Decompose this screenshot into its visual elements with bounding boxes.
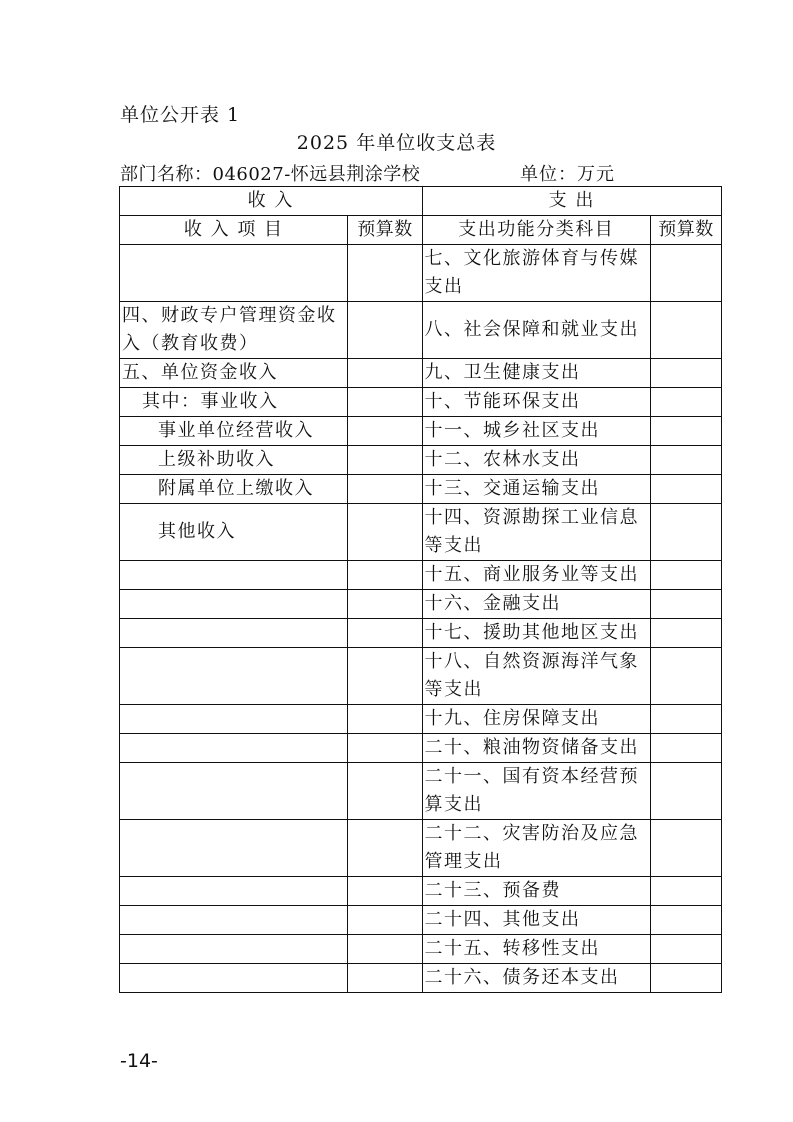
expenditure-item-cell: 十七、援助其他地区支出 [422, 619, 650, 648]
income-item-cell [120, 619, 348, 648]
expenditure-budget-cell [650, 446, 721, 475]
expenditure-item-cell: 二十、粮油物资储备支出 [422, 734, 650, 763]
expenditure-item-cell: 二十一、国有资本经营预算支出 [422, 763, 650, 820]
income-item-cell: 上级补助收入 [120, 446, 348, 475]
table-row [120, 705, 722, 734]
expenditure-item-cell: 二十五、转移性支出 [422, 935, 650, 964]
income-item-cell [120, 964, 348, 993]
expenditure-item-cell: 十一、城乡社区支出 [422, 417, 650, 446]
table-column-header-row [120, 216, 722, 245]
table-row [120, 964, 722, 993]
table-row [120, 504, 722, 561]
table-row [120, 475, 722, 504]
income-item-cell [120, 820, 348, 877]
income-item-cell: 其中：事业收入 [120, 388, 348, 417]
expenditure-budget-cell [650, 734, 721, 763]
income-item-cell [120, 935, 348, 964]
table-group-header-row [120, 187, 722, 216]
income-budget-cell [348, 475, 422, 504]
income-budget-cell [348, 964, 422, 993]
income-budget-cell [348, 705, 422, 734]
income-expenditure-table [119, 186, 722, 993]
expenditure-item-cell: 十、节能环保支出 [422, 388, 650, 417]
income-budget-cell [348, 734, 422, 763]
income-item-cell [120, 590, 348, 619]
income-item-cell: 四、财政专户管理资金收入（教育收费） [120, 302, 348, 359]
expenditure-item-cell: 十四、资源勘探工业信息等支出 [422, 504, 650, 561]
income-budget-cell [348, 561, 422, 590]
income-budget-cell [348, 590, 422, 619]
income-budget-cell [348, 820, 422, 877]
table-row [120, 561, 722, 590]
expenditure-item-cell: 十三、交通运输支出 [422, 475, 650, 504]
income-budget-cell [348, 446, 422, 475]
income-item-cell [120, 877, 348, 906]
table-row [120, 446, 722, 475]
unit-label: 单位：万元 [520, 164, 615, 185]
table-row [120, 619, 722, 648]
expenditure-budget-cell [650, 820, 721, 877]
income-budget-cell [348, 504, 422, 561]
expenditure-item-cell: 九、卫生健康支出 [422, 359, 650, 388]
document-title: 2025 年单位收支总表 [296, 132, 497, 154]
expenditure-budget-cell [650, 705, 721, 734]
expenditure-budget-cell [650, 388, 721, 417]
expenditure-budget-cell [650, 906, 721, 935]
expenditure-group-header: 支 出 [422, 187, 721, 216]
income-item-column-header: 收 入 项 目 [120, 216, 348, 245]
income-item-cell [120, 561, 348, 590]
expenditure-budget-cell [650, 648, 721, 705]
income-budget-cell [348, 906, 422, 935]
document-label: 单位公开表 1 [120, 104, 241, 126]
expenditure-budget-cell [650, 475, 721, 504]
expenditure-item-cell: 十五、商业服务业等支出 [422, 561, 650, 590]
expenditure-item-cell: 十九、住房保障支出 [422, 705, 650, 734]
expenditure-budget-cell [650, 964, 721, 993]
expenditure-budget-column-header: 预算数 [650, 216, 721, 245]
page-number: -14- [120, 1050, 158, 1072]
expenditure-item-cell: 七、文化旅游体育与传媒支出 [422, 245, 650, 302]
expenditure-budget-cell [650, 302, 721, 359]
income-item-cell: 其他收入 [120, 504, 348, 561]
income-budget-cell [348, 763, 422, 820]
expenditure-item-cell: 二十三、预备费 [422, 877, 650, 906]
table-row [120, 302, 722, 359]
income-item-cell [120, 648, 348, 705]
table-row [120, 417, 722, 446]
income-budget-column-header: 预算数 [348, 216, 422, 245]
table-row [120, 877, 722, 906]
income-item-cell [120, 906, 348, 935]
expenditure-item-column-header: 支出功能分类科目 [422, 216, 650, 245]
table-row [120, 935, 722, 964]
table-row [120, 734, 722, 763]
expenditure-item-cell: 十二、农林水支出 [422, 446, 650, 475]
expenditure-item-cell: 十六、金融支出 [422, 590, 650, 619]
expenditure-budget-cell [650, 359, 721, 388]
income-item-cell [120, 245, 348, 302]
table-row [120, 245, 722, 302]
table-row [120, 820, 722, 877]
income-item-cell [120, 734, 348, 763]
expenditure-item-cell: 八、社会保障和就业支出 [422, 302, 650, 359]
expenditure-budget-cell [650, 935, 721, 964]
income-budget-cell [348, 619, 422, 648]
department-name: 部门名称：046027-怀远县荆涂学校 [120, 164, 421, 185]
table-row [120, 388, 722, 417]
expenditure-budget-cell [650, 877, 721, 906]
table-row [120, 590, 722, 619]
income-group-header: 收 入 [120, 187, 423, 216]
table-body [120, 245, 722, 993]
income-budget-cell [348, 359, 422, 388]
income-budget-cell [348, 648, 422, 705]
expenditure-item-cell: 二十二、灾害防治及应急管理支出 [422, 820, 650, 877]
income-budget-cell [348, 302, 422, 359]
income-item-cell: 事业单位经营收入 [120, 417, 348, 446]
expenditure-budget-cell [650, 504, 721, 561]
expenditure-item-cell: 十八、自然资源海洋气象等支出 [422, 648, 650, 705]
income-budget-cell [348, 877, 422, 906]
income-budget-cell [348, 388, 422, 417]
expenditure-budget-cell [650, 417, 721, 446]
expenditure-budget-cell [650, 561, 721, 590]
income-budget-cell [348, 935, 422, 964]
income-item-cell [120, 763, 348, 820]
income-item-cell: 附属单位上缴收入 [120, 475, 348, 504]
table-row [120, 648, 722, 705]
expenditure-budget-cell [650, 245, 721, 302]
expenditure-budget-cell [650, 590, 721, 619]
table-row [120, 763, 722, 820]
expenditure-item-cell: 二十六、债务还本支出 [422, 964, 650, 993]
expenditure-budget-cell [650, 763, 721, 820]
income-budget-cell [348, 417, 422, 446]
income-item-cell: 五、单位资金收入 [120, 359, 348, 388]
table-row [120, 359, 722, 388]
income-item-cell [120, 705, 348, 734]
income-budget-cell [348, 245, 422, 302]
expenditure-budget-cell [650, 619, 721, 648]
table-row [120, 906, 722, 935]
expenditure-item-cell: 二十四、其他支出 [422, 906, 650, 935]
